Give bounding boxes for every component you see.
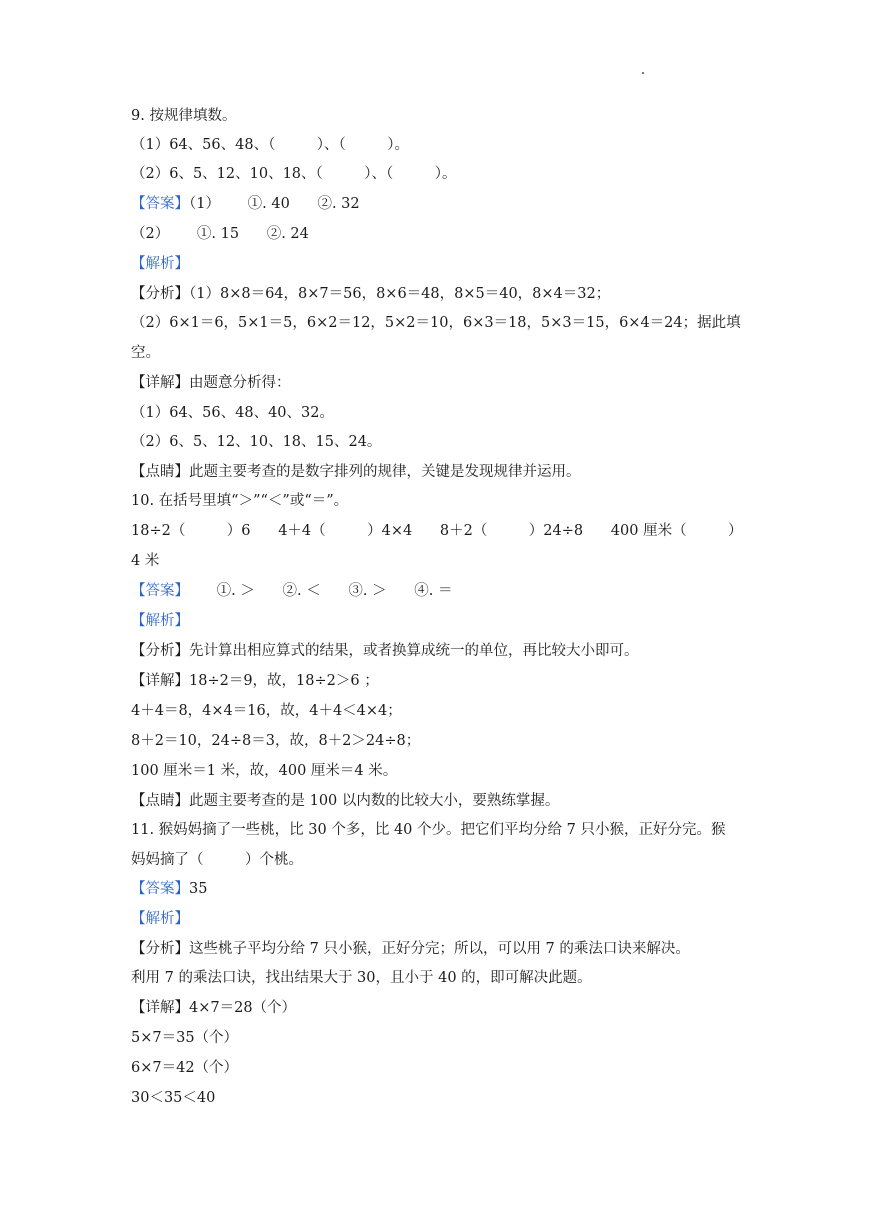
answer-row: 【答案】35 [131,881,208,897]
detail-row: 30＜35＜40 [131,1090,216,1106]
answer-row-2: （2） ①. 15 ②. 24 [131,226,309,242]
question-9-part-1: （1）64、56、48、（ ）、（ ）。 [131,137,410,153]
analysis-tag: 【解析】 [131,911,189,927]
fenxi-row-2: 利用 7 的乘法口诀，找出结果大于 30，且小于 40 的，即可解决此题。 [131,970,592,986]
detail-row: （1）64、56、48、40、32。 [131,405,334,421]
question-10-title: 10. 在括号里填“＞”“＜”或“＝”。 [131,493,349,509]
question-10-body-2: 4 米 [131,553,160,569]
answer-tag: 【答案】 [131,196,189,212]
xiangjie-row: 【详解】18÷2＝9，故，18÷2＞6 ； [131,673,379,689]
detail-row: 6×7＝42（个） [131,1060,239,1076]
dianjing-row: 【点睛】此题主要考查的是数字排列的规律，关键是发现规律并运用。 [131,464,581,480]
detail-row: 5×7＝35（个） [131,1030,239,1046]
detail-row: 4＋4＝8，4×4＝16，故，4＋4＜4×4； [131,703,402,719]
fenxi-row: 【分析】（1）8×8＝64，8×7＝56，8×6＝48，8×5＝40，8×4＝32； [131,286,611,302]
xiangjie-row: 【详解】由题意分析得： [131,375,291,391]
question-9-title: 9. 按规律填数。 [131,108,237,124]
fenxi-row: 【分析】这些桃子平均分给 7 只小猴，正好分完；所以，可以用 7 的乘法口诀来解决。 [131,941,690,957]
answer-row: 【答案】（1） ①. 40 ②. 32 [131,196,360,212]
dianjing-row: 【点睛】此题主要考查的是 100 以内数的比较大小，要熟练掌握。 [131,793,560,809]
fenxi-row: 【分析】先计算出相应算式的结果，或者换算成统一的单位，再比较大小即可。 [131,643,639,659]
analysis-tag: 【解析】 [131,613,189,629]
page-mark [642,72,644,74]
question-10-body: 18÷2（ ）6 4＋4（ ）4×4 8＋2（ ）24÷8 400 厘米（ ） [131,523,743,539]
fenxi-row-2: （2）6×1＝6，5×1＝5，6×2＝12，5×2＝10，6×3＝18，5×3＝15，6×4＝24；据此填 [131,315,741,331]
detail-row: 8＋2＝10，24÷8＝3，故，8＋2＞24÷8； [131,733,421,749]
detail-row: 100 厘米＝1 米，故，400 厘米＝4 米。 [131,763,398,779]
detail-row: （2）6、5、12、10、18、15、24。 [131,434,382,450]
question-11-title-2: 妈妈摘了（ ）个桃。 [131,852,303,868]
question-9-part-2: （2）6、5、12、10、18、（ ）、（ ）。 [131,166,457,182]
fenxi-row-3: 空。 [131,345,160,361]
question-11-title: 11. 猴妈妈摘了一些桃，比 30 个多，比 40 个少。把它们平均分给 7 只小猴，正好分完。猴 [131,822,726,838]
xiangjie-row: 【详解】4×7＝28（个） [131,1000,297,1016]
analysis-tag: 【解析】 [131,256,189,272]
answer-row: 【答案】 ①. ＞ ②. ＜ ③. ＞ ④. ＝ [131,583,453,599]
